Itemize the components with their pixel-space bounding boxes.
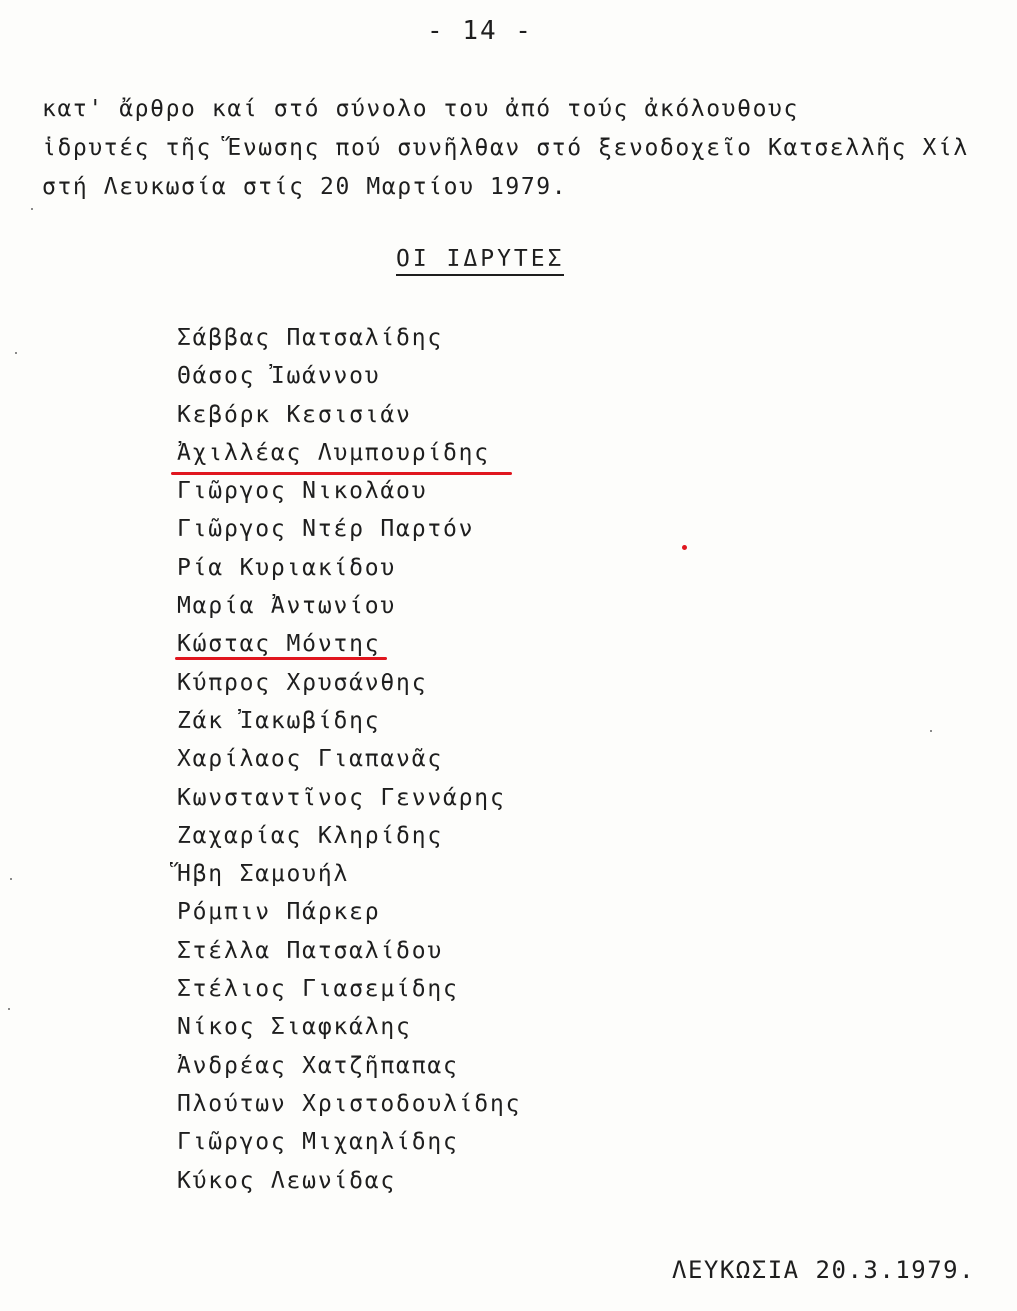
red-underline-mark [171, 472, 512, 475]
founder-name: Γιῶργος Νικολάου [177, 478, 428, 505]
intro-line-2: ἱδρυτές τῆς Ἕνωσης πού συνῆλθαν στό ξενοδοχεῖο Κατσελλῆς Χίλ [42, 135, 969, 161]
founder-name: Γιῶργος Ντέρ Παρτόν [177, 516, 475, 543]
intro-line-3: στή Λευκωσία στίς 20 Μαρτίου 1979. [42, 174, 568, 200]
paper-speck [930, 730, 932, 732]
paper-speck [31, 208, 33, 210]
founder-name: Κεβόρκ Κεσισιάν [177, 401, 412, 428]
founder-name: Ἀχιλλέας Λυμπουρίδης [177, 439, 490, 466]
place-and-date: ΛΕΥΚΩΣΙΑ 20.3.1979. [672, 1256, 976, 1284]
founder-name: Ρόμπιν Πάρκερ [177, 899, 381, 926]
red-underline-mark [175, 657, 387, 660]
founders-heading: ΟΙ ΙΔΡΥΤΕΣ [396, 246, 564, 276]
paper-speck [10, 878, 12, 880]
founder-name: Χαρίλαος Γιαπανᾶς [177, 746, 444, 773]
founder-name: Ἥβη Σαμουήλ [177, 861, 350, 888]
founder-name: Ζάκ Ἰακωβίδης [177, 707, 381, 734]
paper-speck [8, 1008, 10, 1010]
founder-name: Θάσος Ἰωάννου [177, 363, 381, 390]
paper-speck [15, 352, 17, 354]
intro-paragraph [42, 90, 1002, 207]
founder-name: Κώστας Μόντης [177, 631, 381, 658]
intro-line-1: κατ' ἄρθρο καί στό σύνολο του ἀπό τούς ἀκόλουθους [42, 96, 799, 122]
founders-list [177, 319, 521, 1200]
founder-name: Νίκος Σιαφκάλης [177, 1014, 412, 1041]
red-dot-mark [682, 545, 687, 550]
founder-name: Κύκος Λεωνίδας [177, 1167, 397, 1194]
founder-name: Μαρία Ἀντωνίου [177, 593, 397, 620]
founder-name: Σάββας Πατσαλίδης [177, 325, 444, 351]
founder-name: Γιῶργος Μιχαηλίδης [177, 1129, 459, 1156]
founder-name: Στέλιος Γιασεμίδης [177, 976, 459, 1003]
page-number: - 14 - [427, 16, 533, 46]
founder-name: Ζαχαρίας Κληρίδης [177, 822, 444, 849]
founder-name: Κύπρος Χρυσάνθης [177, 669, 428, 696]
founder-name: Ἀνδρέας Χατζῆπαπας [177, 1052, 459, 1079]
founder-name: Πλούτων Χριστοδουλίδης [177, 1090, 522, 1117]
founder-name: Ρία Κυριακίδου [177, 554, 397, 581]
founder-name: Κωνσταντῖνος Γεννάρης [177, 784, 506, 811]
founder-name: Στέλλα Πατσαλίδου [177, 937, 444, 964]
